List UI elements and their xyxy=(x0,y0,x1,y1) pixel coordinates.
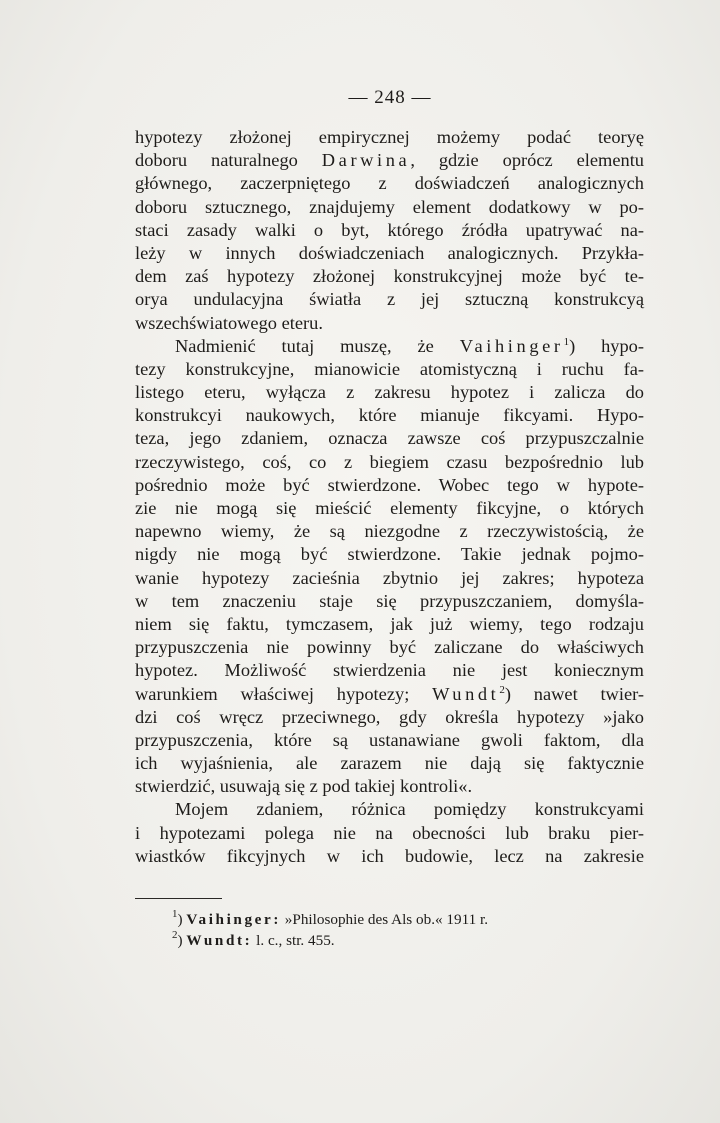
footnote-2: $^2$) Wundt: l. c., str. 455. xyxy=(172,929,335,949)
text-line: stwierdzić, usuwają się z pod takiej kontroli«. xyxy=(135,776,473,797)
text-line: tezy konstrukcyjne, mianowicie atomistyczną i ruchu fa- xyxy=(135,358,644,379)
text-line: dem zaś hypotezy złożonej konstrukcyjnej może być te- xyxy=(135,266,644,287)
page-number: — 248 — xyxy=(348,87,432,108)
text-line: przypuszczenia, które są ustanawiane gwoli faktom, dla xyxy=(135,729,644,750)
text-line: staci zasady walki o byt, którego źródła upatrywać na- xyxy=(135,219,644,240)
footnote-author: Vaihinger: xyxy=(186,911,281,928)
text-line: napewno wiemy, że są niezgodne z rzeczywistością, że xyxy=(135,521,644,542)
text-line: leży w innych doświadczeniach analogicznych. Przykła- xyxy=(135,242,644,263)
text-line: teza, jego zdaniem, oznacza zawsze coś przypuszczalnie xyxy=(135,428,644,449)
text-line: Mojem zdaniem, różnica pomiędzy konstrukcyami xyxy=(175,799,644,820)
text-line: Nadmienić tutaj muszę, że Vaihinger$^1$) hypo- xyxy=(175,335,644,356)
text-line: wiastków fikcyjnych w ich budowie, lecz na zakresie xyxy=(135,845,644,866)
text-line: niem się faktu, tymczasem, jak już wiemy, tego rodzaju xyxy=(135,613,644,634)
footnotes xyxy=(172,909,488,951)
body-text xyxy=(135,126,644,868)
text-line: zie nie mogą się mieścić elementy fikcyjne, o których xyxy=(135,498,644,518)
text-line: nigdy nie mogą być stwierdzone. Takie jednak pojmo- xyxy=(135,544,644,565)
text-line: hypotez. Możliwość stwierdzenia nie jest koniecznym xyxy=(135,660,644,681)
text-line: w tem znaczeniu staje się przypuszczaniem, domyśla- xyxy=(135,590,644,611)
text-line: i hypotezami polega nie na obecności lub braku pier- xyxy=(135,822,644,843)
footnote-text: l. c., str. 455. xyxy=(252,932,335,949)
footnote-ref-1: 1 xyxy=(563,335,570,348)
name-wundt: Wundt xyxy=(432,683,500,704)
text-line: warunkiem właściwej hypotezy; Wundt$^2$) nawet twier- xyxy=(135,683,644,704)
text-line: doboru sztucznego, znajdujemy element dodatkowy w po- xyxy=(135,196,644,217)
footnote-text: »Philosophie des Als ob.« 1911 r. xyxy=(281,911,489,928)
text-line: wszechświatowego eteru. xyxy=(135,312,323,333)
text-line: głównego, zaczerpniętego z doświadczeń analogicznych xyxy=(135,173,644,194)
text-line: rzeczywistego, coś, co z biegiem czasu bezpośrednio lub xyxy=(135,451,644,472)
name-darwin: Darwina xyxy=(321,150,411,171)
footnote-author: Wundt: xyxy=(186,932,253,949)
name-vaihinger: Vaihinger xyxy=(459,335,564,356)
text-line: ich wyjaśnienia, ale zarazem nie dają się faktycznie xyxy=(135,753,644,774)
footnote-ref-2: 2 xyxy=(499,683,505,696)
footnote-1: $^1$) Vaihinger: »Philosophie des Als ob.« 1911 r. xyxy=(172,908,489,928)
text-line: dzi coś wręcz przeciwnego, gdy określa hypotezy »jako xyxy=(135,706,644,727)
text-line: orya undulacyjna światła z jej sztuczną konstrukcyą xyxy=(135,289,644,310)
footnote-mark: 1 xyxy=(172,908,178,920)
footnote-divider xyxy=(135,898,222,899)
footnote-mark: 2 xyxy=(172,929,178,941)
text-line: doboru naturalnego Darwina, gdzie oprócz elementu xyxy=(135,150,645,171)
text-line: przypuszczenia nie powinny być zaliczane do właściwych xyxy=(135,637,644,658)
text-line: hypotezy złożonej empirycznej możemy podać teoryę xyxy=(135,127,644,147)
text-line: pośrednio może być stwierdzone. Wobec tego w hypote- xyxy=(135,474,644,495)
text-line: listego eteru, wyłącza z zakresu hypotez i zalicza do xyxy=(135,382,644,403)
text-line: wanie hypotezy zacieśnia zbytnio jej zakres; hypoteza xyxy=(135,567,644,588)
text-line: konstrukcyi naukowych, które mianuje fikcyami. Hypo- xyxy=(135,405,644,426)
